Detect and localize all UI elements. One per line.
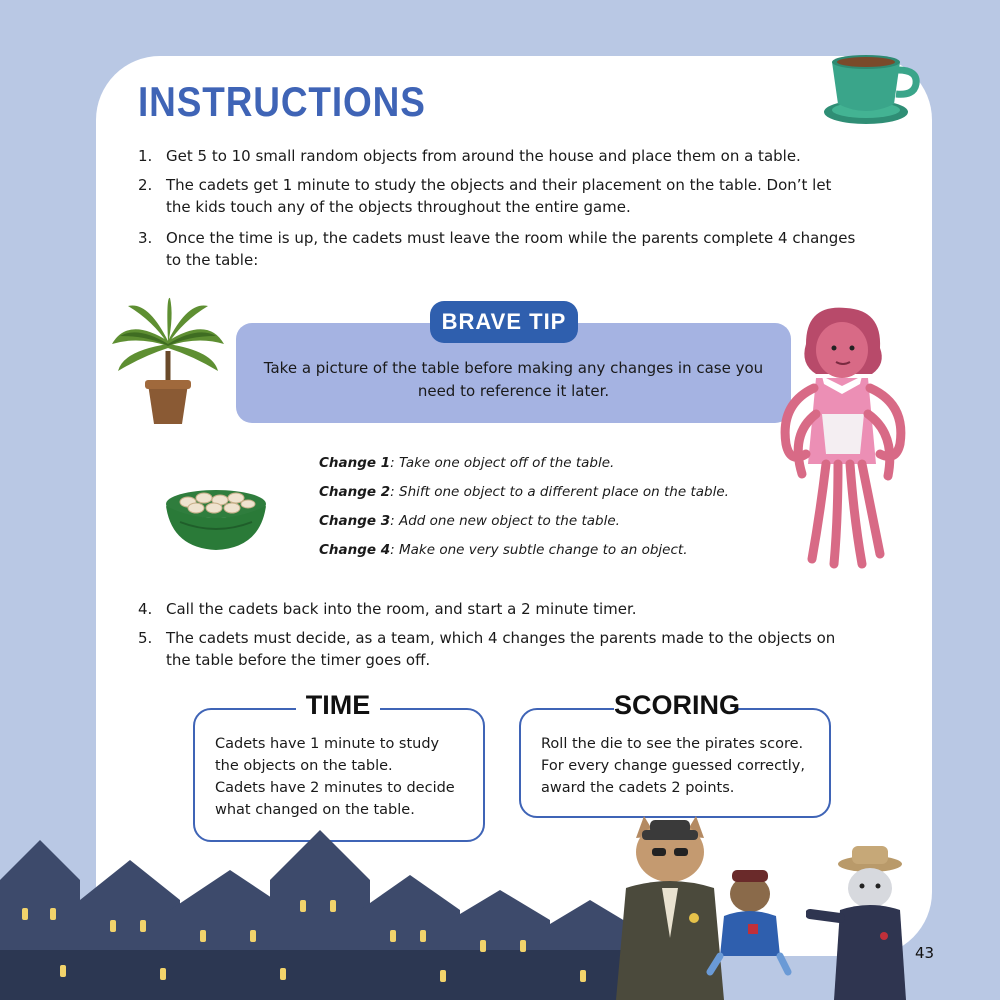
list-item	[319, 484, 729, 500]
change-text: : Take one object off of the table.	[390, 455, 615, 471]
step-number: 3.	[138, 229, 153, 247]
night-town-illustration	[0, 820, 640, 1000]
time-line: the objects on the table.	[215, 758, 393, 774]
scoring-heading: SCORING	[614, 690, 741, 720]
change-label: Change 2	[319, 484, 391, 500]
scoring-text	[541, 733, 821, 799]
list-item	[138, 145, 858, 167]
time-text	[215, 733, 475, 821]
list-item	[319, 513, 620, 529]
nut-bowl-illustration	[160, 478, 272, 556]
scoring-line: For every change guessed correctly,	[541, 758, 805, 774]
list-item	[319, 455, 614, 471]
step-number: 1.	[138, 147, 153, 165]
step-text: Call the cadets back into the room, and start a 2 minute timer.	[166, 600, 637, 618]
seal-detective-illustration	[806, 842, 924, 1000]
page-number: 43	[915, 944, 935, 962]
list-item	[138, 627, 858, 671]
scoring-line: award the cadets 2 points.	[541, 780, 735, 796]
time-line: Cadets have 1 minute to study	[215, 736, 440, 752]
list-item	[138, 598, 858, 620]
change-label: Change 1	[319, 455, 391, 471]
time-line: Cadets have 2 minutes to decide	[215, 780, 455, 796]
step-text: The cadets get 1 minute to study the objects and their placement on the table. Don’t let the kids touch any of the objects throughout the entire game.	[166, 176, 832, 216]
change-text: : Shift one object to a different place on the table.	[390, 484, 729, 500]
step-number: 2.	[138, 176, 153, 194]
potted-palm-illustration	[108, 296, 228, 430]
change-text: : Make one very subtle change to an object.	[390, 542, 688, 558]
brave-tip-text: Take a picture of the table before making any changes in case you need to reference it later.	[263, 359, 764, 400]
octopus-maid-illustration	[776, 304, 912, 572]
step-number: 4.	[138, 600, 153, 618]
brave-tip-badge: BRAVE TIP	[430, 301, 578, 343]
step-number: 5.	[138, 629, 153, 647]
time-line: what changed on the table.	[215, 802, 415, 818]
list-item	[138, 174, 858, 218]
time-heading: TIME	[296, 690, 380, 721]
page-title: INSTRUCTIONS	[138, 78, 426, 125]
change-label: Change 4	[319, 542, 391, 558]
step-text: Get 5 to 10 small random objects from around the house and place them on a table.	[166, 147, 801, 165]
change-label: Change 3	[319, 513, 391, 529]
change-text: : Add one new object to the table.	[390, 513, 620, 529]
dog-detective-illustration	[704, 866, 792, 976]
list-item	[319, 542, 688, 558]
teacup-illustration	[818, 48, 924, 130]
step-text: Once the time is up, the cadets must leave the room while the parents complete 4 changes to the table:	[166, 229, 856, 269]
scoring-line: Roll the die to see the pirates score.	[541, 736, 804, 752]
step-text: The cadets must decide, as a team, which 4 changes the parents made to the objects on the table before the timer goes off.	[166, 629, 836, 669]
list-item	[138, 227, 858, 271]
